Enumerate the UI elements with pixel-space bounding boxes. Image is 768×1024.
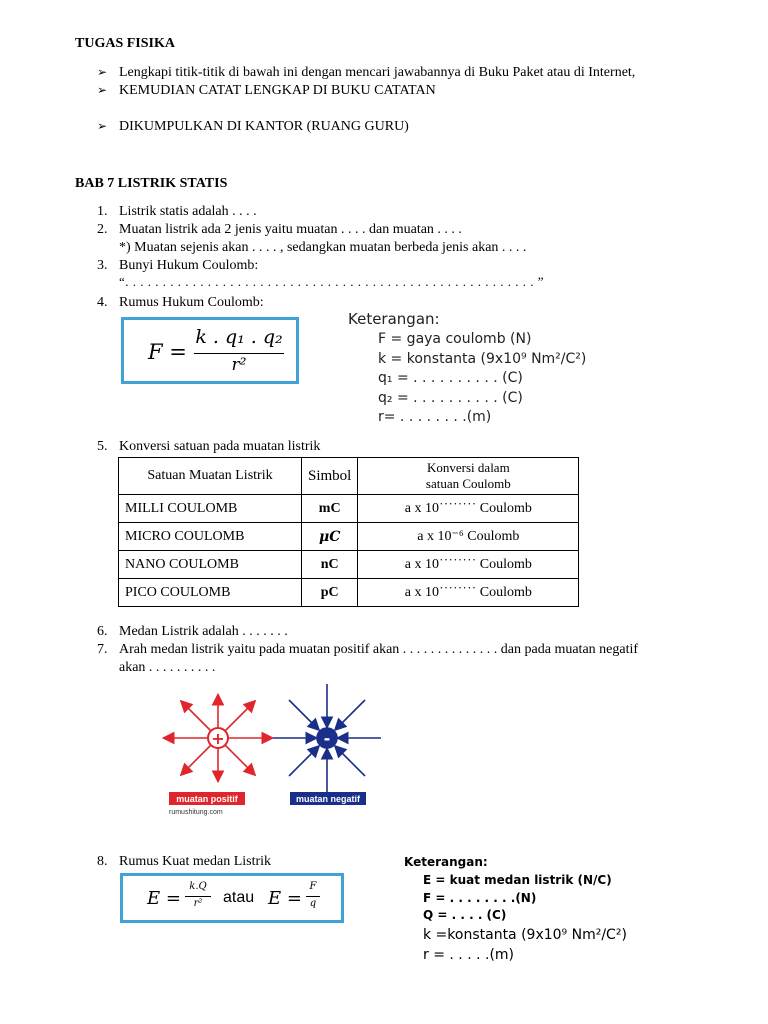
arrow-bullet-icon: ➢ <box>97 119 108 133</box>
instruction-2: ➢ KEMUDIAN CATAT LENGKAP DI BUKU CATATAN <box>97 83 436 98</box>
field-lines-figure <box>155 680 395 820</box>
fraction-bar <box>194 353 284 354</box>
question-3-blank: “. . . . . . . . . . . . . . . . . . . . . . . . . . . . . . . . . . . . . . . . . . . . . . . . . . . . . . . ” <box>119 274 545 289</box>
formula-lhs: F = <box>148 340 187 364</box>
positive-label: muatan positif <box>176 794 238 804</box>
table-row: MICRO COULOMB μC a x 10⁻⁶ Coulomb <box>119 523 579 551</box>
legend-line: F = . . . . . . . .(N) <box>423 890 537 905</box>
formula-numerator: k . q₁ . q₂ <box>195 326 283 348</box>
field-legend <box>423 872 627 965</box>
negative-sign: - <box>323 729 331 748</box>
legend-line: k = konstanta (9x10⁹ Nm²/C²) <box>378 350 587 367</box>
formula-denominator: r² <box>231 355 247 375</box>
question-6: 6. Medan Listrik adalah . . . . . . . <box>97 624 288 639</box>
formula-numerator-2: F <box>309 881 317 892</box>
question-2: 2. Muatan listrik ada 2 jenis yaitu muatan . . . . dan muatan . . . . <box>97 222 462 237</box>
formula-denominator-2: q <box>309 898 317 909</box>
legend-line: q₁ = . . . . . . . . . . (C) <box>378 370 523 386</box>
legend-line: k =konstanta (9x10⁹ Nm²/C²) <box>423 926 627 943</box>
question-4: 4. Rumus Hukum Coulomb: <box>97 295 264 310</box>
fraction-bar <box>306 896 320 897</box>
coulomb-legend-title: Keterangan: <box>348 310 440 328</box>
positive-sign: + <box>211 729 225 748</box>
figure-credit: rumushitung.com <box>169 809 223 816</box>
question-5: 5. Konversi satuan pada muatan listrik <box>97 439 321 454</box>
page-title: TUGAS FISIKA <box>75 36 175 51</box>
question-8: 8. Rumus Kuat medan Listrik <box>97 854 272 869</box>
legend-line: Q = . . . . (C) <box>423 908 507 922</box>
question-3: 3. Bunyi Hukum Coulomb: <box>97 258 259 273</box>
legend-line: r = . . . . .(m) <box>423 946 514 963</box>
table-row: PICO COULOMB pC a x 10˙˙˙˙˙˙˙˙ Coulomb <box>119 579 579 607</box>
legend-line: E = kuat medan listrik (N/C) <box>423 873 612 887</box>
legend-line: q₂ = . . . . . . . . . . (C) <box>378 389 523 406</box>
arrow-bullet-icon: ➢ <box>97 83 108 97</box>
fraction-bar <box>185 896 211 897</box>
instruction-1: ➢ Lengkapi titik-titik di bawah ini dengan mencari jawabannya di Buku Paket atau di Internet, <box>97 65 636 80</box>
table-row: MILLI COULOMB mC a x 10˙˙˙˙˙˙˙˙ Coulomb <box>119 495 579 523</box>
question-2-sub: *) Muatan sejenis akan . . . . , sedangkan muatan berbeda jenis akan . . . . <box>119 240 527 255</box>
formula-denominator: r² <box>193 898 203 909</box>
header-symbol: Simbol <box>302 458 358 495</box>
question-7: 7. Arah medan listrik yaitu pada muatan positif akan . . . . . . . . . . . . . . dan pada muatan negatif <box>97 642 639 657</box>
field-formula-box <box>120 873 344 923</box>
table-header-row <box>119 458 579 495</box>
header-unit: Satuan Muatan Listrik <box>119 458 302 495</box>
field-legend-title: Keterangan: <box>404 855 488 869</box>
legend-line: F = gaya coulomb (N) <box>378 331 532 347</box>
question-7-cont: akan . . . . . . . . . . <box>119 660 216 675</box>
header-conversion: Konversi dalam satuan Coulomb <box>358 458 579 495</box>
conversion-table <box>118 457 579 607</box>
coulomb-legend <box>378 330 586 428</box>
formula-lhs-2: E = <box>268 888 302 909</box>
chapter-title: BAB 7 LISTRIK STATIS <box>75 176 228 191</box>
question-1: 1. Listrik statis adalah . . . . <box>97 204 257 219</box>
formula-lhs: E = <box>147 888 181 909</box>
formula-numerator: k.Q <box>189 881 207 892</box>
formula-or: atau <box>223 889 255 906</box>
negative-label: muatan negatif <box>295 794 361 804</box>
instruction-3: ➢ DIKUMPULKAN DI KANTOR (RUANG GURU) <box>97 119 409 134</box>
arrow-bullet-icon: ➢ <box>97 65 108 79</box>
table-row: NANO COULOMB nC a x 10˙˙˙˙˙˙˙˙ Coulomb <box>119 551 579 579</box>
coulomb-formula-box <box>121 317 299 384</box>
legend-line: r= . . . . . . . .(m) <box>378 409 492 425</box>
